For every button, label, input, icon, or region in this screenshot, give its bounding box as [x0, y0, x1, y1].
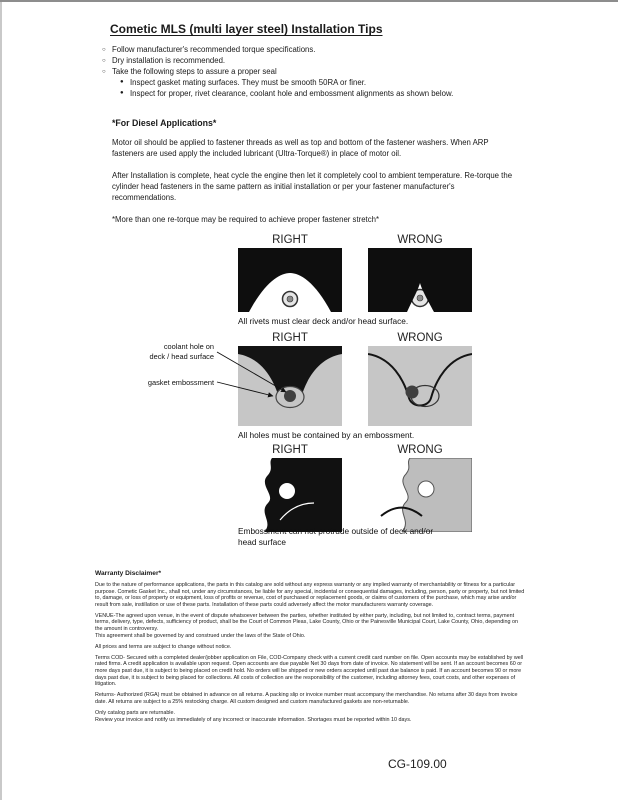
tip-text: Inspect for proper, rivet clearance, coolant hole and embossment alignments as shown below. — [130, 89, 454, 98]
diagram-rivet-right-image — [238, 248, 342, 312]
warranty-paragraph: Returns- Authorized (RGA) must be obtained in advance on all returns. A packing slip or invoice number must accompany the merchandise. No returns after 30 days from invoice date. All returns are subject to a 25% restocking charge. All custom designed and custom manufactured gaskets are non-returnable. — [95, 692, 518, 705]
diagram-rivet-right — [238, 248, 342, 312]
diesel-paragraph: *More than one re-torque may be required to achieve proper fastener stretch* — [112, 215, 379, 224]
tips-list — [102, 44, 522, 99]
tip-text: Follow manufacturer's recommended torque specifications. — [112, 45, 316, 54]
diagram-rivet-wrong-image — [368, 248, 472, 312]
diagram-embossment-wrong-image — [368, 346, 472, 426]
diagram-caption: All rivets must clear deck and/or head surface. — [238, 316, 409, 326]
bolt-hole — [418, 481, 434, 497]
diagrams-section — [0, 232, 618, 568]
diagram-protrude-right-image — [238, 458, 342, 532]
diagram-protrude-wrong-image — [368, 458, 472, 532]
tip-text: Inspect gasket mating surfaces. They must be smooth 50RA or finer. — [130, 78, 367, 87]
annotation-coolant-hole — [118, 342, 214, 361]
diagram-embossment-wrong — [368, 346, 472, 426]
warranty-heading: Warranty Disclaimer* — [95, 570, 162, 577]
warranty-paragraph: Only catalog parts are returnable. — [95, 710, 176, 716]
document-number: CG-109.00 — [388, 757, 447, 771]
warranty-paragraph: This agreement shall be governed by and construed under the laws of the State of Ohio. — [95, 632, 306, 639]
tip-item — [102, 66, 522, 77]
wrong-label: WRONG — [397, 234, 443, 246]
warranty-paragraph: Due to the nature of performance applications, the parts in this catalog are sold without any express warranty or any implied warranty of merchantability or fitness for a particular purpose. Cometic Gasket Inc., shall not, under any circumstances, be liable for any special, incidental or consequential damages, including, person, party or property, but not limited to, damage, or loss of property or equipment, loss of profits or revenue, cost of purchased or replacement goods, or claims of customers of the purchase, which may arise and/or result from sale, instillation or use of these parts. Installation of these parts could adversely affect the motor manufacturers warranty coverage. — [95, 582, 525, 608]
tip-text: Take the following steps to assure a proper seal — [112, 67, 277, 76]
tip-subitem — [120, 88, 522, 99]
page-title: Cometic MLS (multi layer steel) Installation Tips — [110, 22, 383, 36]
tip-subitem — [120, 77, 522, 88]
diagram-rivet-wrong — [368, 248, 472, 312]
diesel-paragraph: After Installation is complete, heat cycle the engine then let it completely cool to ambient temperature. Re-torque the cylinder head fasteners in the same pattern as initial installation or per your fastener manufacturer's recommendations. — [112, 171, 513, 202]
annotation-gasket-embossment: gasket embossment — [147, 378, 214, 387]
diagram-protrude-wrong — [368, 458, 472, 532]
tip-item — [102, 44, 522, 55]
coolant-hole — [406, 386, 419, 399]
warranty-paragraph: All prices and terms are subject to change without notice. — [95, 643, 232, 650]
tip-item — [102, 55, 522, 66]
warranty-section — [95, 570, 525, 728]
diagram-embossment-right — [238, 346, 342, 426]
annotation-line: deck / head surface — [149, 351, 214, 361]
diesel-heading: *For Diesel Applications* — [112, 118, 217, 128]
diagram-embossment-right-image — [238, 346, 342, 426]
wrong-label: WRONG — [397, 332, 443, 344]
diagram-caption: Embossment can not protrude outside of deck and/or head surface — [238, 526, 434, 547]
right-label: RIGHT — [272, 444, 308, 456]
warranty-paragraph: Review your invoice and notify us immediately of any incorrect or inaccurate information. Shortages must be reported within 10 days. — [95, 716, 412, 723]
wrong-label: WRONG — [397, 444, 443, 456]
right-label: RIGHT — [272, 234, 308, 246]
annotation-line: coolant hole on — [163, 342, 214, 351]
diagram-protrude-right — [238, 458, 342, 532]
warranty-paragraph: VENUE-The agreed upon venue, in the event of dispute whatsoever between the parties, whether instituted by either party, including, but not limited to, contract terms, payment terms, delivery, type, defects, sufficiency of product, shall be the Court of Common Pleas, Lake County, Ohio or the Painesville Municipal Court, Lake County, Ohio, depending on the amount in controversy. — [95, 612, 518, 633]
tip-text: Dry installation is recommended. — [112, 56, 226, 65]
bolt-hole — [279, 483, 295, 499]
right-label: RIGHT — [272, 332, 308, 344]
warranty-paragraph: Terms COD- Secured with a completed dealer/jobber application on File, COD-Company check with a current credit card number on file. Open accounts may be established by well rated firms. A credit application is available upon request. Open accounts are due payable Net 30 days from date of invoice. No statement will be sent. If an account becomes 60 or more days past due, it is subject to being placed on credit hold. No orders will be shipped or new orders accepted until past due balance is paid. If an account becomes 90 or more days past due, it is subject to being placed for collections. All costs of collection are the responsibility of the customer, including attorney fees, court costs, and other expenses of litigation. — [95, 654, 524, 688]
diagram-caption: All holes must be contained by an embossment. — [238, 430, 415, 440]
diesel-section — [112, 118, 520, 236]
coolant-hole — [284, 390, 296, 402]
diesel-paragraph: Motor oil should be applied to fastener threads as well as top and bottom of the fastener washers. When ARP fasteners are used apply the included lubricant (Ultra-Torque®) in place of motor oil. — [112, 138, 489, 158]
